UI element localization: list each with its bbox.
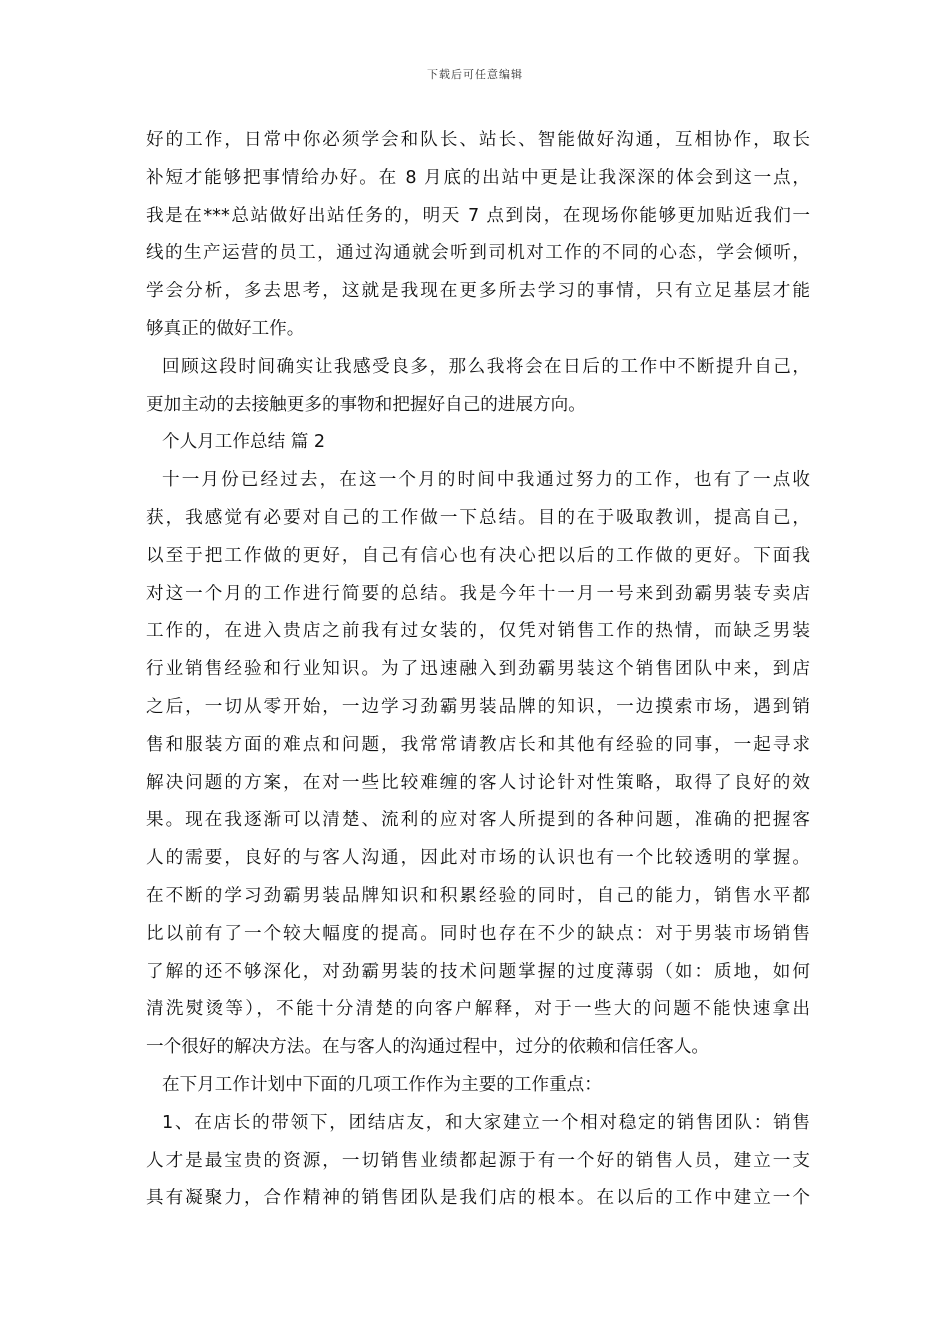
text-line: 十一月份已经过去，在这一个月的时间中我通过努力的工作，也有了一点收 (162, 470, 810, 491)
text-line: 清洗熨烫等），不能十分清楚的向客户解释，对于一些大的问题不能快速拿出 (146, 999, 810, 1020)
text-line: 了解的还不够深化，对劲霸男装的技术问题掌握的过度薄弱（如：质地，如何 (146, 961, 810, 982)
section-heading: 个人月工作总结 篇 2 (162, 432, 326, 453)
text-line: 人才是最宝贵的资源，一切销售业绩都起源于有一个好的销售人员，建立一支 (146, 1150, 810, 1171)
text-line: 解决问题的方案，在对一些比较难缠的客人讨论针对性策略，取得了良好的效 (146, 772, 810, 793)
text-line: 我是在***总站做好出站任务的，明天 7 点到岗，在现场你能够更加贴近我们一 (146, 205, 810, 226)
text-line: 回顾这段时间确实让我感受良多，那么我将会在日后的工作中不断提升自己， (162, 356, 810, 377)
text-line: 之后，一切从零开始，一边学习劲霸男装品牌的知识，一边摸索市场，遇到销 (146, 696, 810, 717)
text-line: 具有凝聚力，合作精神的销售团队是我们店的根本。在以后的工作中建立一个 (146, 1188, 810, 1209)
text-line: 一个很好的解决方法。在与客人的沟通过程中，过分的依赖和信任客人。 (146, 1037, 710, 1058)
document-body (146, 122, 810, 1218)
text-line: 人的需要，良好的与客人沟通，因此对市场的认识也有一个比较透明的掌握。 (146, 848, 810, 869)
text-line: 补短才能够把事情给办好。在 8 月底的出站中更是让我深深的体会到这一点， (146, 167, 810, 188)
text-line: 线的生产运营的员工，通过沟通就会听到司机对工作的不同的心态，学会倾听， (146, 243, 810, 264)
text-line: 1、在店长的带领下，团结店友，和大家建立一个相对稳定的销售团队：销售 (162, 1112, 810, 1133)
text-line: 获，我感觉有必要对自己的工作做一下总结。目的在于吸取教训，提高自己， (146, 507, 810, 528)
text-line: 学会分析，多去思考，这就是我现在更多所去学习的事情，只有立足基层才能 (146, 281, 810, 302)
text-line: 在不断的学习劲霸男装品牌知识和积累经验的同时，自己的能力，销售水平都 (146, 885, 810, 906)
text-line: 对这一个月的工作进行简要的总结。我是今年十一月一号来到劲霸男装专卖店 (146, 583, 810, 604)
text-line: 售和服装方面的难点和问题，我常常请教店长和其他有经验的同事，一起寻求 (146, 734, 810, 755)
text-line: 行业销售经验和行业知识。为了迅速融入到劲霸男装这个销售团队中来，到店 (146, 659, 810, 680)
text-line: 更加主动的去接触更多的事物和把握好自己的进展方向。 (146, 394, 586, 415)
text-line: 够真正的做好工作。 (146, 318, 305, 339)
text-line: 以至于把工作做的更好，自己有信心也有决心把以后的工作做的更好。下面我 (146, 545, 810, 566)
text-line: 工作的，在进入贵店之前我有过女装的，仅凭对销售工作的热情，而缺乏男装 (146, 621, 810, 642)
page-header: 下载后可任意编辑 (427, 68, 523, 81)
text-line: 果。现在我逐渐可以清楚、流利的应对客人所提到的各种问题，准确的把握客 (146, 810, 810, 831)
text-line: 比以前有了一个较大幅度的提高。同时也存在不少的缺点：对于男装市场销售 (146, 923, 810, 944)
text-line: 好的工作，日常中你必须学会和队长、站长、智能做好沟通，互相协作，取长 (146, 130, 810, 150)
section-heading: 在下月工作计划中下面的几项工作作为主要的工作重点： (162, 1074, 602, 1095)
